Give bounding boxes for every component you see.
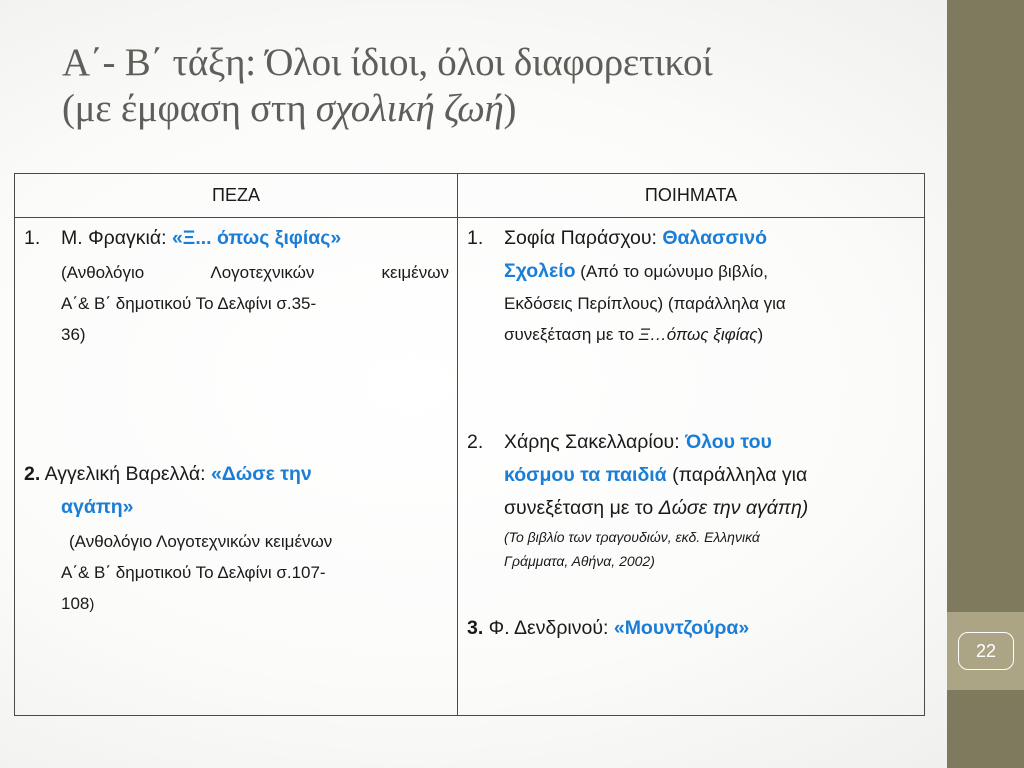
poem-item-1-number: 1. bbox=[467, 227, 484, 249]
prose-item-2-number: 2. bbox=[24, 463, 41, 485]
prose-item-2-source bbox=[61, 526, 449, 620]
title-line-2-suffix: ) bbox=[503, 87, 517, 130]
prose-item-2-title-cont bbox=[24, 491, 454, 524]
poem-item-1-body bbox=[504, 222, 916, 350]
prose-item-1-source-b: Α΄& Β΄ δημοτικού Το Δελφίνι σ.35- bbox=[61, 294, 317, 313]
prose-item-2-title bbox=[24, 458, 454, 491]
prose-item-1-number: 1. bbox=[24, 227, 41, 249]
title-line-1: Α΄- Β΄ τάξη: Όλοι ίδιοι, όλοι διαφορετικοί bbox=[62, 41, 713, 84]
prose-item-1-source bbox=[61, 257, 449, 350]
poem-item-1-title bbox=[504, 222, 916, 255]
poem-item-2-title bbox=[504, 426, 916, 459]
prose-item-2-source-a: (Ανθολόγιο Λογοτεχνικών κειμένων bbox=[69, 532, 333, 551]
poem-item-2-line-2 bbox=[504, 459, 916, 492]
prose-item-2-work-b: αγάπη» bbox=[61, 496, 134, 518]
header-poems: ΠΟΙΗΜΑΤΑ bbox=[458, 174, 925, 218]
poem-item-2-desc-b-italic: Δώσε την αγάπη) bbox=[658, 497, 809, 519]
poem-item-2-work-a: Όλου του bbox=[685, 431, 772, 453]
prose-item-2-source-b: Α΄& Β΄ δημοτικού Το Δελφίνι σ.107- bbox=[61, 563, 326, 582]
prose-item-2-source-c-text: 108 bbox=[61, 594, 90, 613]
prose-item-1-source-a: (Ανθολόγιο Λογοτεχνικών κειμένων bbox=[61, 263, 449, 282]
prose-item-1-source-c: 36) bbox=[61, 325, 86, 344]
slide-title bbox=[62, 40, 932, 132]
poem-item-3-work: «Μουντζούρα» bbox=[613, 617, 750, 639]
poem-item-3 bbox=[467, 612, 917, 645]
poem-item-1-work-a: Θαλασσινό bbox=[662, 227, 767, 249]
poem-item-1-desc-c-prefix: συνεξέταση με το bbox=[504, 325, 639, 344]
poem-item-2-number: 2. bbox=[467, 431, 484, 453]
prose-item-1-title bbox=[61, 222, 341, 255]
poem-item-2-body bbox=[504, 426, 916, 573]
poem-item-2-desc-a: (παράλληλα για bbox=[666, 464, 808, 486]
page-number-frame bbox=[958, 632, 1014, 670]
poem-item-1-work-b: Σχολείο bbox=[504, 260, 576, 282]
prose-item-2 bbox=[24, 458, 454, 524]
table-row bbox=[15, 218, 925, 716]
prose-item-2-author: Αγγελική Βαρελλά: bbox=[40, 463, 211, 485]
poem-item-3-number: 3. bbox=[467, 617, 484, 639]
poem-item-1-author: Σοφία Παράσχου: bbox=[504, 227, 663, 249]
prose-item-2-work-a: «Δώσε την bbox=[210, 463, 312, 485]
poem-item-1-desc-c-italic: Ξ…όπως ξιφίας bbox=[638, 325, 758, 344]
poem-item-2-desc-b-prefix: συνεξέταση με το bbox=[504, 497, 659, 519]
poem-item-2-note-b: Γράμματα, Αθήνα, 2002) bbox=[504, 553, 655, 569]
literature-table bbox=[14, 173, 925, 716]
prose-item-2-source-c-end: ) bbox=[89, 596, 95, 613]
poem-item-2-note-a: (Το βιβλίο των τραγουδιών, εκδ. Ελληνικά bbox=[504, 529, 760, 545]
prose-cell bbox=[15, 218, 458, 716]
poem-item-1-desc-a: (Από το ομώνυμο βιβλίο, bbox=[575, 262, 768, 281]
poem-item-2-desc-b bbox=[504, 492, 916, 525]
title-line-2-prefix: (με έμφαση στη bbox=[62, 87, 316, 130]
title-line-2 bbox=[62, 86, 932, 132]
prose-item-2-source-c bbox=[61, 588, 449, 620]
title-line-2-italic: σχολική ζωή bbox=[315, 87, 504, 130]
poem-item-1-desc-c bbox=[504, 319, 916, 350]
poems-cell bbox=[458, 218, 925, 716]
poem-item-2-work-b: κόσμου τα παιδιά bbox=[504, 464, 667, 486]
page-number-box bbox=[947, 612, 1024, 690]
page-number: 22 bbox=[975, 640, 997, 661]
poem-item-1-desc-c-suffix: ) bbox=[757, 325, 764, 344]
poem-item-2-author: Χάρης Σακελλαρίου: bbox=[504, 431, 686, 453]
table-header-row bbox=[15, 174, 925, 218]
prose-item-1-author: Μ. Φραγκιά: bbox=[61, 227, 172, 249]
prose-item-1-work: «Ξ... όπως ξιφίας» bbox=[171, 227, 342, 249]
header-prose: ΠΕΖΑ bbox=[15, 174, 458, 218]
poem-item-3-author: Φ. Δενδρινού: bbox=[483, 617, 614, 639]
poem-item-1-line-2 bbox=[504, 255, 916, 288]
poem-item-1-desc-b: Εκδόσεις Περίπλους) (παράλληλα για bbox=[504, 294, 786, 313]
